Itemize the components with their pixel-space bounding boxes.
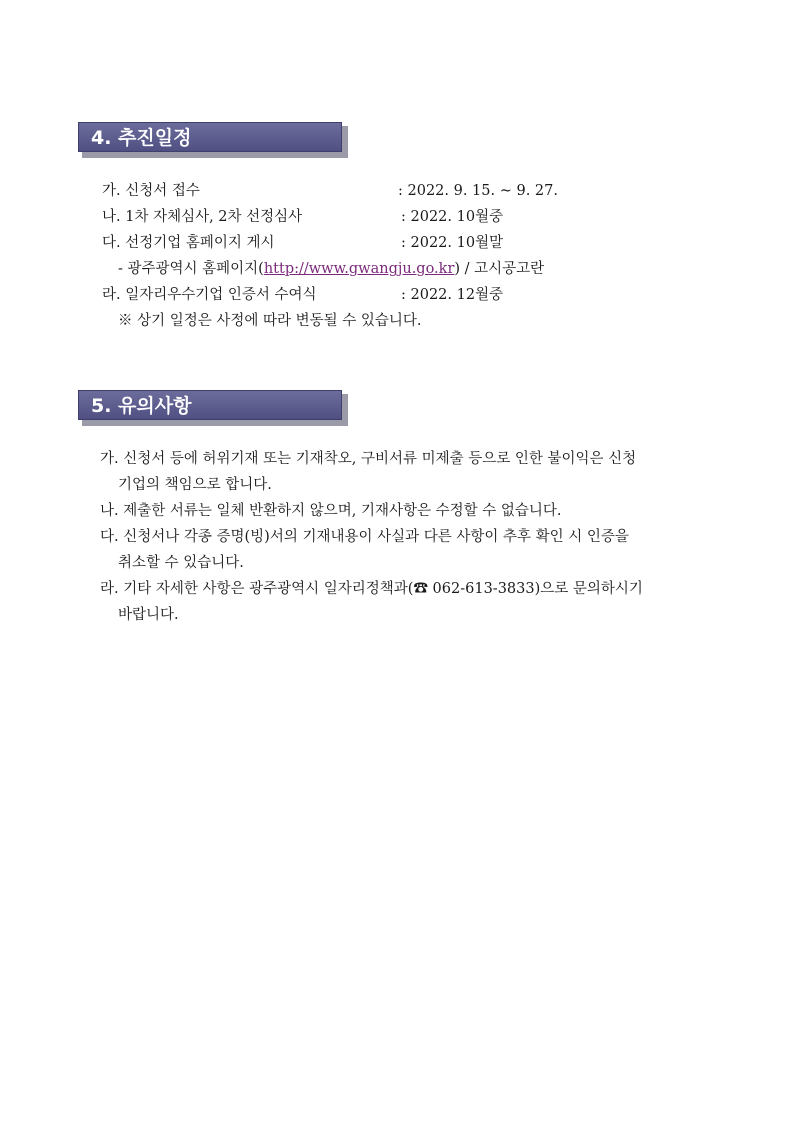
section-4-header bbox=[78, 122, 346, 156]
schedule-item-label: 라. 일자리우수기업 인증서 수여식 bbox=[102, 287, 317, 303]
caution-item-line: 라. 기타 자세한 사항은 광주광역시 일자리정책과(☎ 062-613-3833)으로 문의하시기 bbox=[100, 581, 643, 597]
section-5-title: 5. 유의사항 bbox=[78, 390, 342, 420]
caution-item bbox=[100, 498, 730, 524]
caution-item-line: 다. 신청서나 각종 증명(빙)서의 기재내용이 사실과 다른 사항이 추후 확인 시 인증을 bbox=[100, 529, 629, 545]
sub-item-suffix: ) / 고시공고란 bbox=[454, 261, 545, 277]
caution-item-line: 바랍니다. bbox=[118, 607, 179, 623]
gwangju-homepage-link[interactable]: http://www.gwangju.go.kr bbox=[263, 261, 455, 277]
caution-item-line: 취소할 수 있습니다. bbox=[118, 555, 244, 571]
section-4-title: 4. 추진일정 bbox=[78, 122, 342, 152]
schedule-item-value: : 2022. 9. 15. ~ 9. 27. bbox=[398, 183, 558, 199]
caution-item bbox=[100, 446, 730, 498]
schedule-item-label: 가. 신청서 접수 bbox=[102, 183, 200, 199]
caution-item-line: 나. 제출한 서류는 일체 반환하지 않으며, 기재사항은 수정할 수 없습니다. bbox=[100, 503, 562, 519]
schedule-item-label: 나. 1차 자체심사, 2차 선정심사 bbox=[102, 209, 303, 225]
schedule-item-value: : 2022. 12월중 bbox=[401, 287, 504, 303]
caution-item bbox=[100, 524, 730, 576]
caution-item-line: 기업의 책임으로 합니다. bbox=[118, 477, 272, 493]
caution-item-line: 가. 신청서 등에 허위기재 또는 기재착오, 구비서류 미제출 등으로 인한 불이익은 신청 bbox=[100, 451, 637, 467]
schedule-item-label: 다. 선정기업 홈페이지 게시 bbox=[102, 235, 275, 251]
schedule-item-value: : 2022. 10월말 bbox=[401, 235, 504, 251]
schedule-item-value: : 2022. 10월중 bbox=[401, 209, 504, 225]
section-5-header bbox=[78, 390, 346, 424]
schedule-note: ※ 상기 일정은 사정에 따라 변동될 수 있습니다. bbox=[118, 313, 422, 329]
caution-item bbox=[100, 576, 730, 628]
sub-item-prefix: - 광주광역시 홈페이지( bbox=[118, 261, 264, 277]
schedule-sub-item bbox=[118, 256, 544, 282]
